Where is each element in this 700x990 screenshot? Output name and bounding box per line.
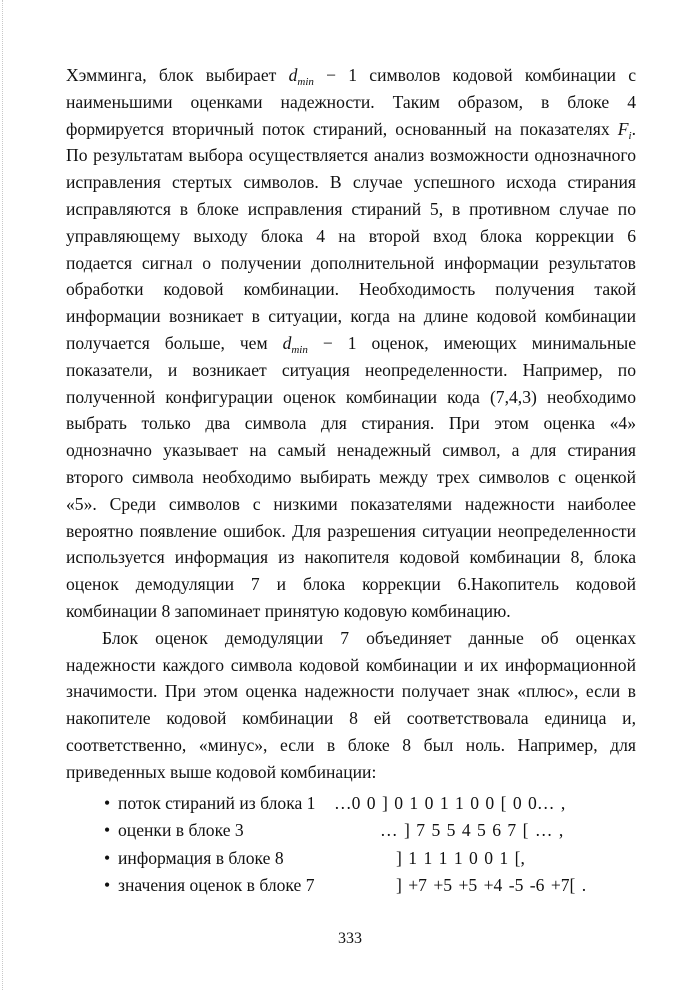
text-fragment: Хэмминга, блок выбирает xyxy=(66,65,289,85)
list-item xyxy=(66,817,636,845)
list-item xyxy=(66,845,636,873)
page-edge-rule xyxy=(2,0,3,990)
list-item xyxy=(66,790,636,818)
text-line: вероятно появление ошибок. Для разрешения ситуации неопределенности xyxy=(66,520,636,541)
bullet-label: значения оценок в блоке 7 xyxy=(118,875,315,896)
text-line xyxy=(66,116,636,143)
bullet-values: …0 0 ] 0 1 0 1 1 0 0 [ 0 0… , xyxy=(334,792,566,813)
math-d-min: $d_{min}$ xyxy=(288,65,314,88)
bullet-label: оценки в блоке 3 xyxy=(118,820,244,841)
text-line: значимости. При этом оценка надежности получает знак «плюс», если в xyxy=(66,681,636,702)
bullet-values: ] 1 1 1 1 0 0 1 [, xyxy=(396,847,525,868)
list-item xyxy=(66,872,636,900)
text-line: обработки кодовой комбинации. Необходимость получения такой xyxy=(66,279,636,300)
text-line: оценок демодуляции 7 и блока коррекции 6.Накопитель кодовой xyxy=(66,574,636,595)
text-line: наименьшими оценками надежности. Таким образом, в блоке 4 xyxy=(66,91,636,112)
text-line: выбрать только два символа для стирания. При этом оценка «4» xyxy=(66,413,636,434)
text-line: накопителе кодовой комбинации 8 ей соответствовала единица и, xyxy=(66,708,636,729)
bullet-dot-icon: • xyxy=(104,820,111,841)
text-fragment: . xyxy=(631,118,636,139)
text-line: Блок оценок демодуляции 7 объединяет данные об оценках xyxy=(102,627,636,648)
text-line: «5». Среди символов с низкими показателями надежности наиболее xyxy=(66,493,636,514)
text-line: второго символа необходимо выбирать между трех символов с оценкой xyxy=(66,466,636,487)
text-line: комбинации 8 запоминает принятую кодовую комбинацию. xyxy=(66,600,511,621)
text-line: По результатам выбора осуществляется анализ возможности однозначного xyxy=(66,145,636,166)
bullet-label: поток стираний из блока 1 xyxy=(118,792,316,813)
page-number: 333 xyxy=(338,930,362,947)
text-fragment: − 1 символов кодовой комбинации с xyxy=(313,65,636,85)
text-line: полученной конфигурации оценок комбинации кода (7,4,3) необходимо xyxy=(66,386,636,407)
text-line: приведенных выше кодовой комбинации: xyxy=(66,761,377,782)
text-line: исправляются в блоке исправления стираний 5, в противном случае по xyxy=(66,198,636,219)
bullet-values: ] +7 +5 +5 +4 -5 -6 +7[ . xyxy=(396,875,587,896)
bullet-list xyxy=(66,790,636,900)
text-fragment: − 1 оценок, имеющих минимальные xyxy=(307,332,637,353)
text-line: управляющему выходу блока 4 на второй вход блока коррекции 6 xyxy=(66,225,636,246)
paragraph-2 xyxy=(66,625,636,786)
text-line xyxy=(66,330,636,357)
bullet-values: … ] 7 5 5 4 5 6 7 [ … , xyxy=(380,820,564,841)
text-line: подается сигнал о получении дополнительной информации результатов xyxy=(66,252,636,273)
paragraph-1 xyxy=(66,62,636,625)
text-fragment: получается больше, чем xyxy=(66,332,283,353)
text-line: показатели, и возникает ситуация неопределенности. Например, по xyxy=(66,359,636,380)
text-fragment: формируется вторичный поток стираний, основанный на показателях xyxy=(66,118,618,139)
math-d-min: $d_{min}$ xyxy=(282,332,308,356)
text-line: исправления стертых символов. В случае успешного исхода стирания xyxy=(66,172,636,193)
text-line: однозначно указывает на самый ненадежный символ, а для стирания xyxy=(66,440,636,461)
text-line: надежности каждого символа кодовой комбинации и их информационной xyxy=(66,654,636,675)
text-line: соответственно, «минус», если в блоке 8 был ноль. Например, для xyxy=(66,734,636,755)
bullet-label: информация в блоке 8 xyxy=(118,847,284,868)
bullet-dot-icon: • xyxy=(104,875,111,896)
text-line: используется информация из накопителя кодовой комбинации 8, блока xyxy=(66,547,636,568)
text-line: информации возникает в ситуации, когда на длине кодовой комбинации xyxy=(66,306,636,327)
math-f-i: $F_i$ xyxy=(617,118,632,142)
text-line xyxy=(66,62,636,89)
document-page xyxy=(66,62,636,900)
bullet-dot-icon: • xyxy=(104,847,111,868)
bullet-dot-icon: • xyxy=(104,792,111,813)
